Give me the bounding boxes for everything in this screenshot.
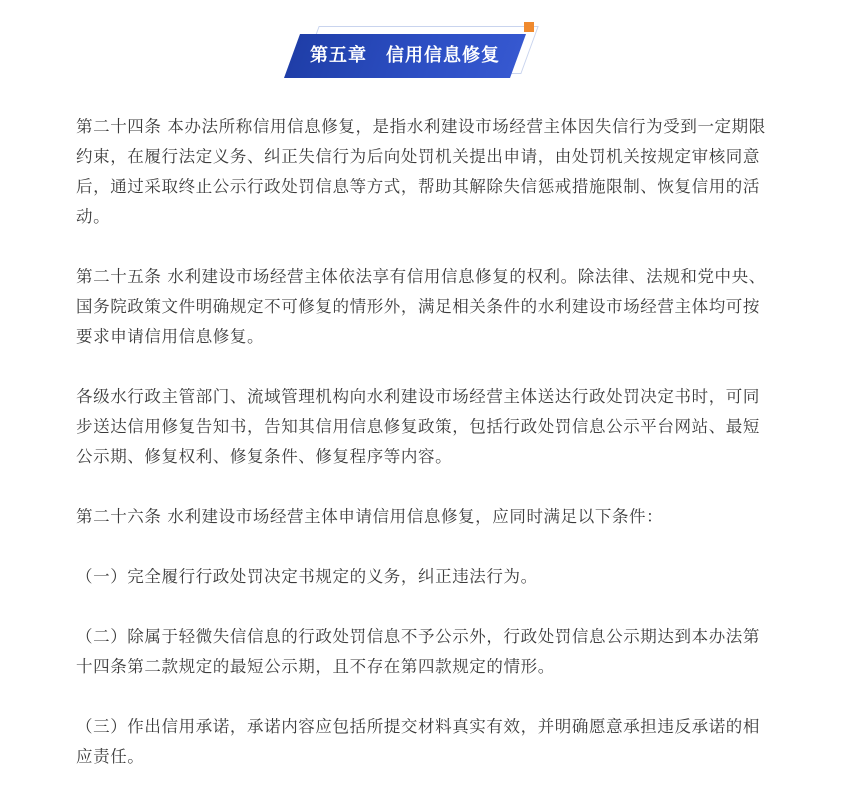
chapter-header — [280, 20, 540, 80]
condition-3: （三）作出信用承诺，承诺内容应包括所提交材料真实有效，并明确愿意承担违反承诺的相应责任。 — [76, 717, 760, 766]
chapter-title: 第五章 信用信息修复 — [310, 45, 500, 66]
article-body — [76, 112, 766, 802]
header-accent-square — [524, 22, 534, 32]
article-26: 第二十六条 水利建设市场经营主体申请信用信息修复，应同时满足以下条件： — [76, 507, 664, 526]
article-24: 第二十四条 本办法所称信用信息修复，是指水利建设市场经营主体因失信行为受到一定期限约束，在履行法定义务、纠正失信行为后向处罚机关提出申请，由处罚机关按规定审核同意后，通过采取终止公示行政处罚信息等方式，帮助其解除失信惩戒措施限制、恢复信用的活动。 — [76, 117, 766, 226]
article-25: 第二十五条 水利建设市场经营主体依法享有信用信息修复的权利。除法律、法规和党中央、国务院政策文件明确规定不可修复的情形外，满足相关条件的水利建设市场经营主体均可按要求申请信用信息修复。 — [76, 267, 766, 346]
notification-paragraph: 各级水行政主管部门、流域管理机构向水利建设市场经营主体送达行政处罚决定书时，可同步送达信用修复告知书，告知其信用信息修复政策，包括行政处罚信息公示平台网站、最短公示期、修复权利、修复条件、修复程序等内容。 — [76, 387, 760, 466]
condition-2: （二）除属于轻微失信信息的行政处罚信息不予公示外，行政处罚信息公示期达到本办法第十四条第二款规定的最短公示期，且不存在第四款规定的情形。 — [76, 627, 760, 676]
condition-1: （一）完全履行行政处罚决定书规定的义务，纠正违法行为。 — [76, 567, 538, 586]
